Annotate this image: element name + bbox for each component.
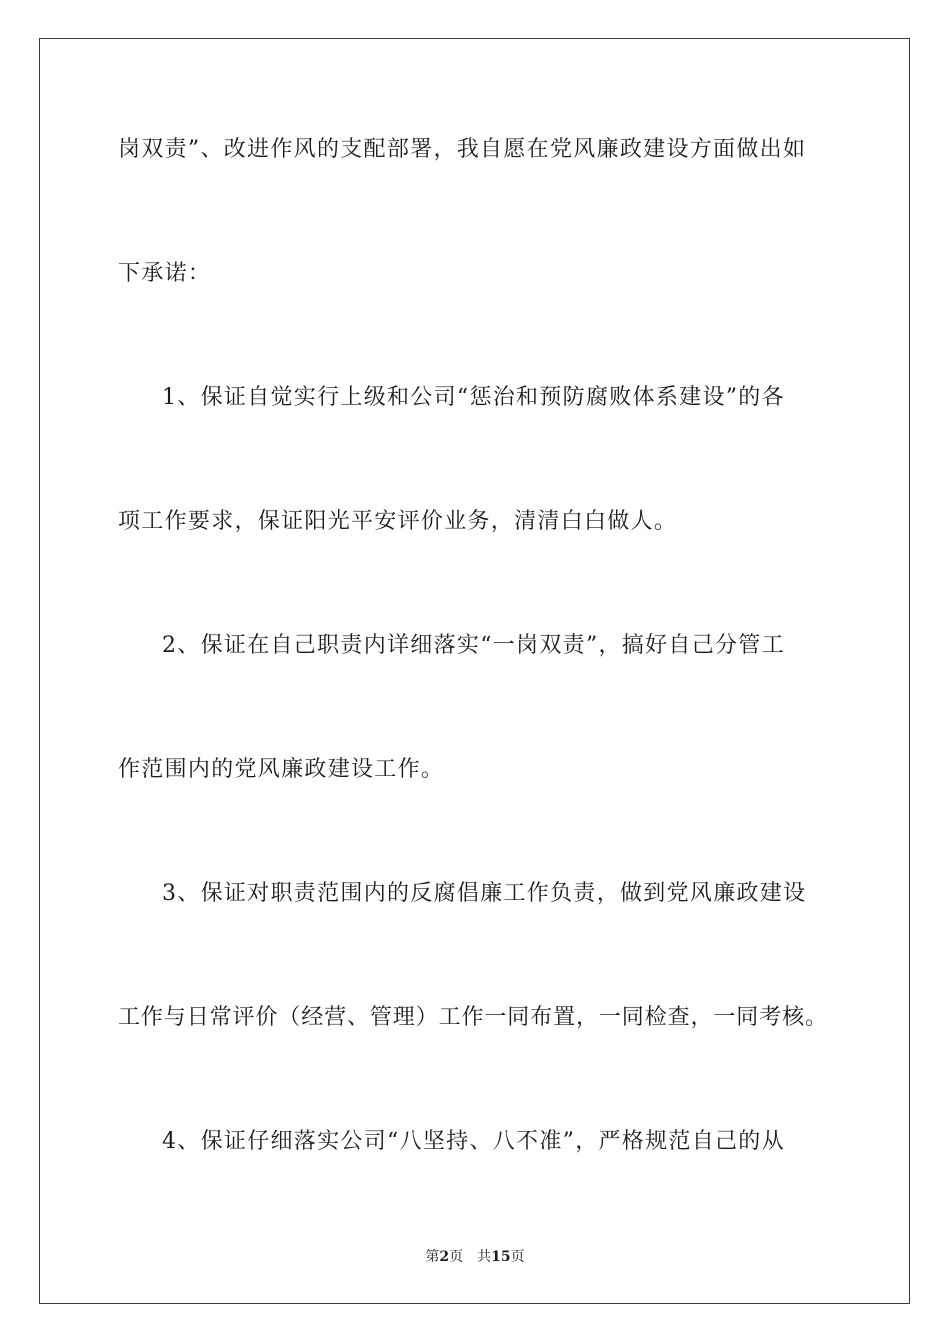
- paragraph-line-7: 3、保证对职责范围内的反腐倡廉工作负责，做到党风廉政建设: [162, 881, 807, 906]
- paragraph-line-3: 1、保证自觉实行上级和公司“惩治和预防腐败体系建设”的各: [162, 385, 785, 410]
- total-suffix: 页: [510, 1249, 525, 1265]
- page-prefix: 第: [425, 1249, 440, 1265]
- paragraph-line-8: 工作与日常评价（经营、管理）工作一同布置，一同检查，一同考核。: [118, 1005, 828, 1030]
- paragraph-line-6: 作范围内的党风廉政建设工作。: [118, 757, 445, 782]
- page-footer: [0, 1248, 950, 1266]
- paragraph-line-2: 下承诺：: [118, 261, 212, 286]
- page-suffix: 页: [449, 1249, 464, 1265]
- paragraph-line-1: 岗双责”、改进作风的支配部署，我自愿在党风廉政建设方面做出如: [118, 137, 807, 162]
- page-frame: [39, 38, 910, 1304]
- page-number: 2: [439, 1249, 450, 1265]
- paragraph-line-9: 4、保证仔细落实公司“八坚持、八不准”，严格规范自己的从: [162, 1129, 785, 1154]
- total-pages: 15: [491, 1249, 511, 1265]
- paragraph-line-5: 2、保证在自己职责内详细落实“一岗双责”，搞好自己分管工: [162, 633, 785, 658]
- paragraph-line-4: 项工作要求，保证阳光平安评价业务，清清白白做人。: [118, 509, 678, 534]
- total-prefix: 共: [477, 1249, 492, 1265]
